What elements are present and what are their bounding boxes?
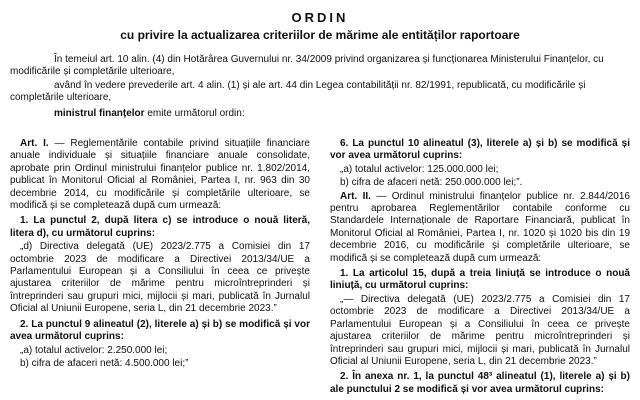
- minister-rest: emite următorul ordin:: [144, 107, 245, 119]
- document-subtitle: cu privire la actualizarea criteriilor de mărime ale entităților raportoare: [120, 28, 520, 42]
- left-point-1-text: „d) Directiva delegată (UE) 2023/2.775 a Comisiei din 17 octombrie 2023 de modificare a Directivei 2013/34/UE a Parlamentului European și a Consiliului în ceea ce privește ajustarea criteriilor de mărime pentru microîntreprinderi și întreprinderi sau grupuri mici, mijlocii și mari, publicată în Jurnalul Oficial al Uniunii Europene, seria L, din 21 decembrie 2023.”: [10, 241, 310, 315]
- right-point-6-a: „a) totalul activelor: 125.000.000 lei;: [340, 163, 499, 175]
- right-point-1-text: „— Directiva delegată (UE) 2023/2.775 a Comisiei din 17 octombrie 2023 de modificare a Directivei 2013/34/UE a Parlamentului European și a Consiliului în ceea ce privește ajustarea criteriilor de mărime pentru microîntreprinderi și întreprinderi sau grupuri mici, mijlocii și mari, publicată în Jurnalul Oficial al Uniunii Europene, seria L, din 21 decembrie 2023.”: [330, 293, 630, 367]
- right-point-2-heading: 2. În anexa nr. 1, la punctul 48³ alineatul (1), literele a) și b) ale punctului 2 se modifică și vor avea următorul cuprins:: [330, 371, 630, 395]
- left-point-2-b: b) cifra de afaceri netă: 4.500.000 lei;”: [20, 357, 189, 369]
- art2-label: Art. II.: [340, 190, 371, 202]
- right-point-1-heading: 1. La articolul 15, după a treia liniuță se introduce o nouă liniuță, cu următorul cuprins:: [330, 268, 630, 292]
- minister-line: [10, 108, 630, 120]
- left-point-1-heading: 1. La punctul 2, după litera c) se introduce o nouă literă, litera d), cu următorul cuprins:: [10, 215, 310, 239]
- intro-section: [10, 54, 630, 121]
- art1-label: Art. I.: [20, 138, 49, 149]
- art1-paragraph: [10, 138, 310, 212]
- right-column: [330, 138, 630, 397]
- art2-text: — Ordinul ministrului finanțelor publice nr. 2.844/2016 pentru aprobarea Reglementărilor contabile conforme cu Standardele Internaționale de Raportare Financiară, publicat în Monitorul Oficial al României, Partea I, nr. 1020 și 1020 bis din 19 decembrie 2016, cu modificările și completările ulterioare, se modifică și se completează după cum urmează:: [330, 190, 630, 264]
- right-point-6-heading: 6. La punctul 10 alineatul (3), literele a) și b) se modifică și vor avea următorul cuprins:: [330, 138, 630, 162]
- intro-paragraph-2: având în vedere prevederile art. 4 alin. (1) și ale art. 44 din Legea contabilității nr. 82/1991, republicată, cu modificările și completările ulterioare,: [10, 79, 586, 104]
- document-title: ORDIN: [291, 10, 349, 25]
- art1-text: — Reglementările contabile privind situațiile financiare anuale individuale și situațiile financiare anuale consolidate, aprobate prin Ordinul ministrului finanțelor publice nr. 1.802/2014, publicat în Monitorul Oficial al României, Partea I, nr. 963 din 30 decembrie 2014, cu modificările și completările ulterioare, se modifică și se completează după cum urmează:: [10, 138, 310, 212]
- art2-paragraph: [330, 191, 630, 265]
- left-column: [10, 138, 310, 371]
- intro-paragraph-1: În temeiul art. 10 alin. (4) din Hotărârea Guvernului nr. 34/2009 privind organizarea și funcționarea Ministerului Finanțelor, cu modificările și completările ulterioare,: [10, 54, 604, 78]
- right-point-6-b: b) cifra de afaceri netă: 250.000.000 lei;”.: [340, 177, 523, 189]
- left-point-2-heading: 2. La punctul 9 alineatul (2), literele a) și b) se modifică și vor avea următorul cuprins:: [10, 318, 310, 343]
- left-point-2-a: „a) totalul activelor: 2.250.000 lei;: [20, 344, 168, 356]
- minister-bold: ministrul finanțelor: [54, 107, 145, 119]
